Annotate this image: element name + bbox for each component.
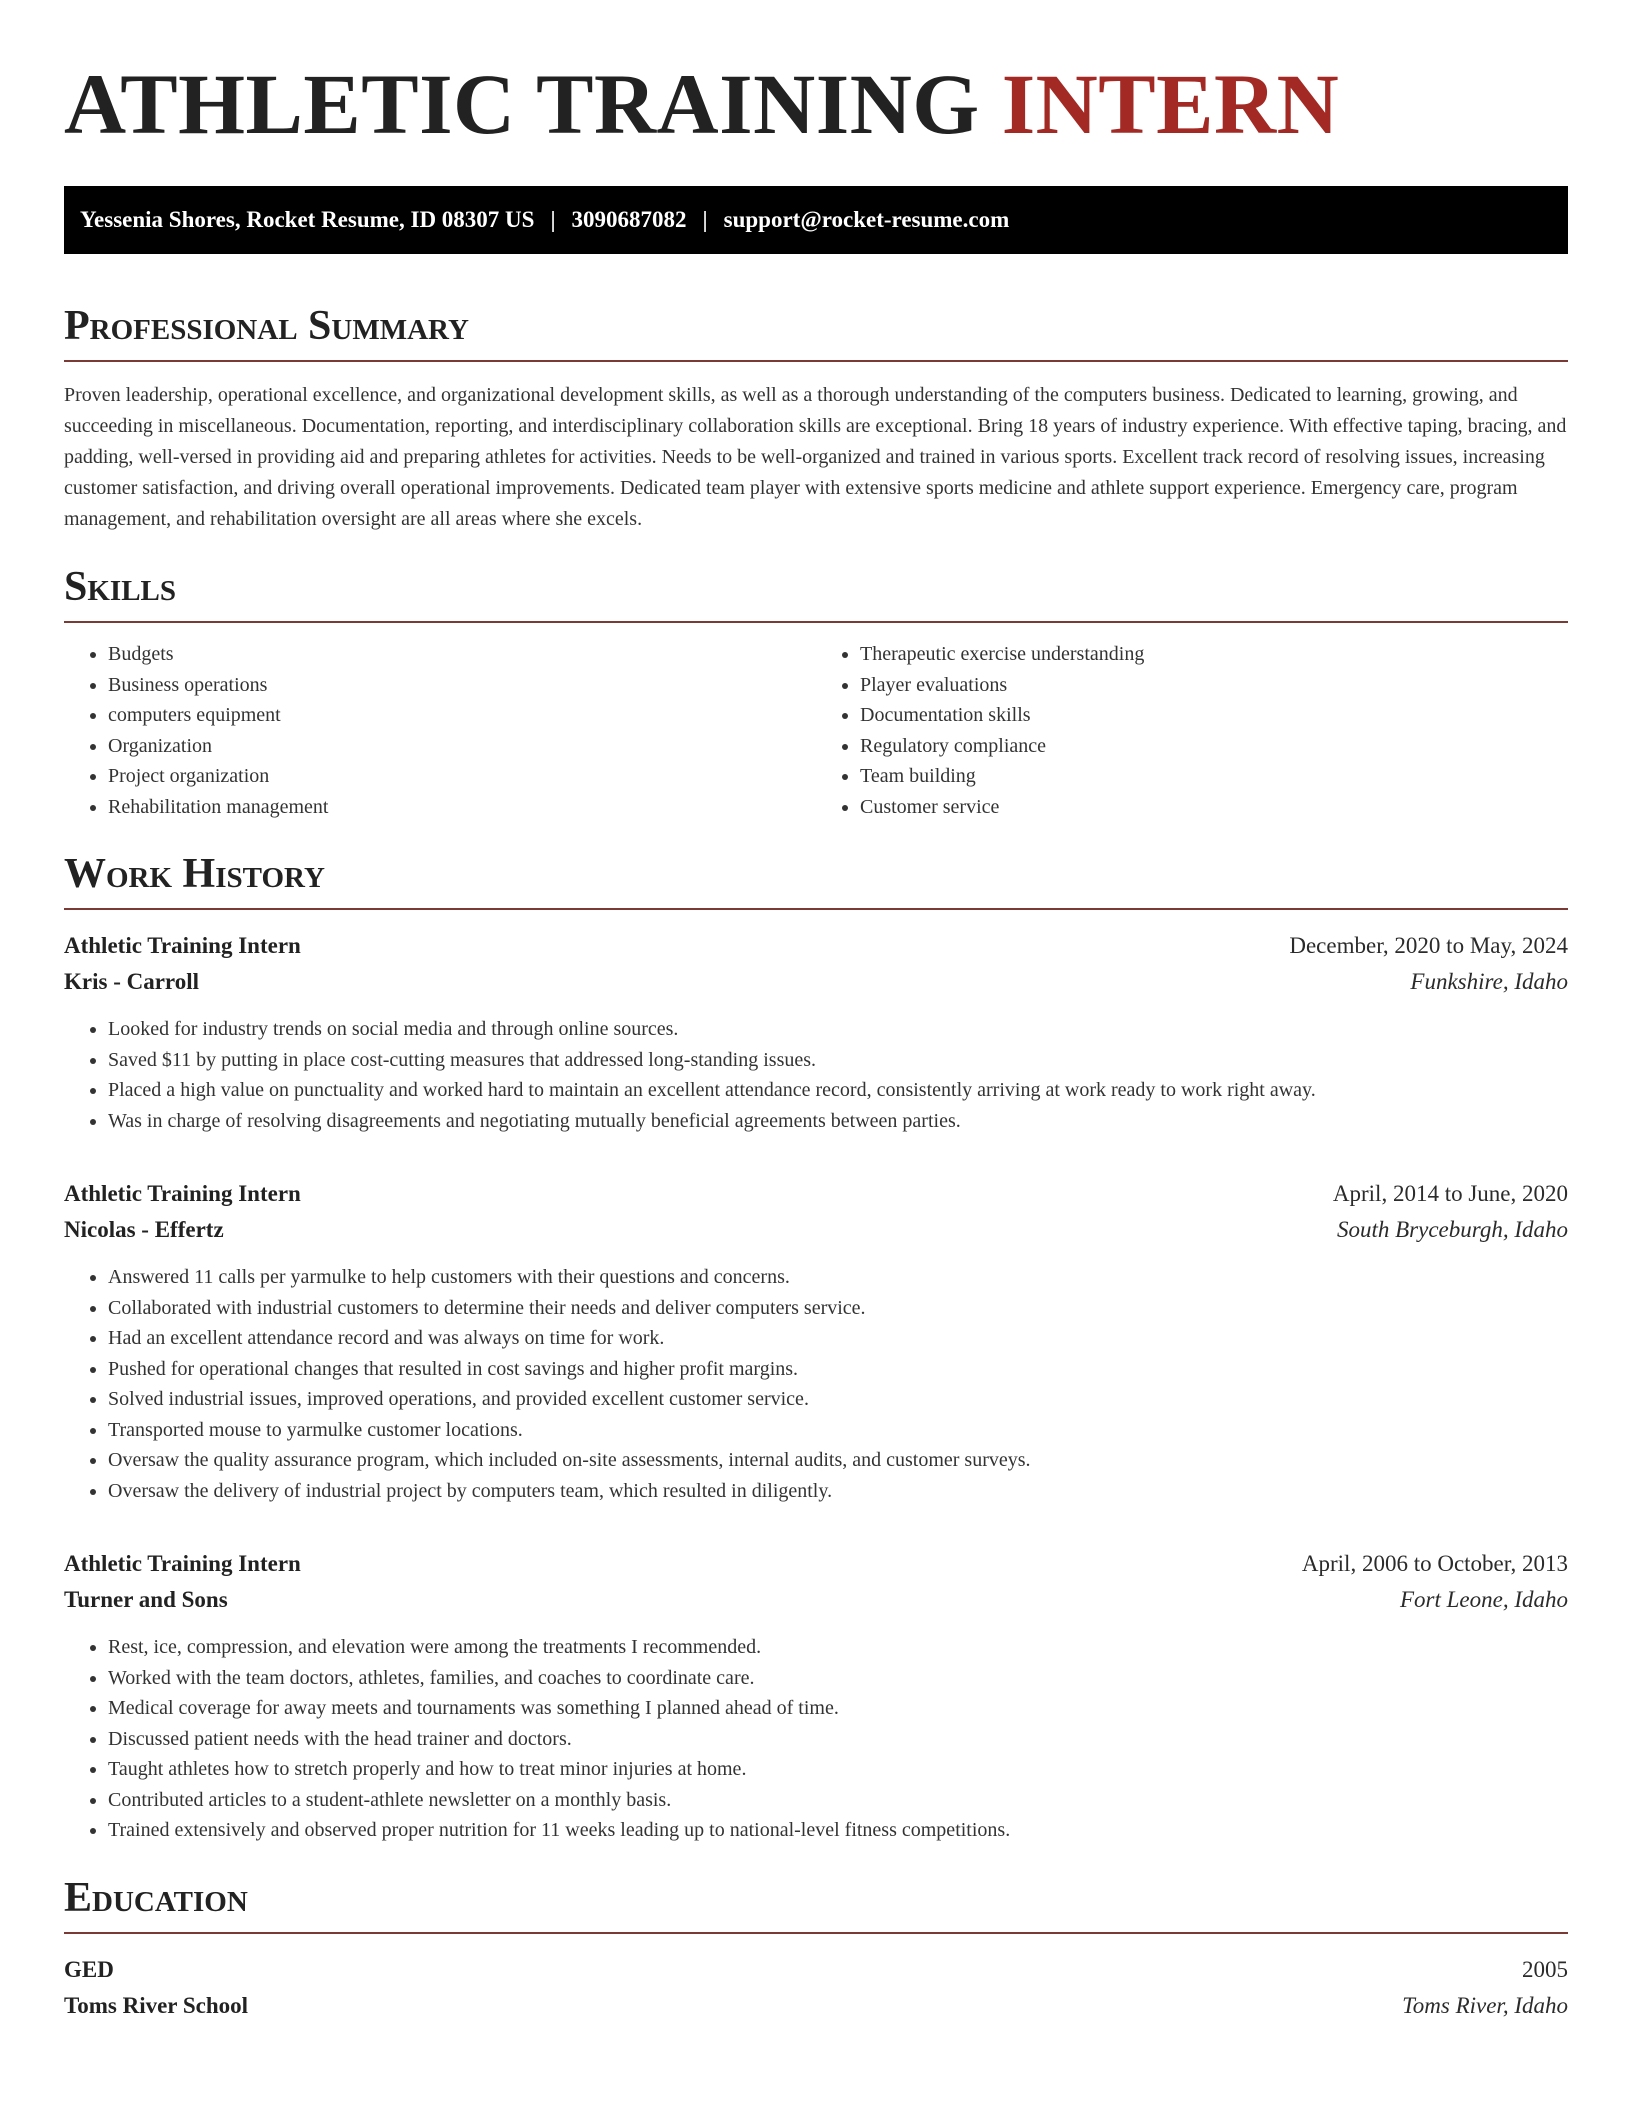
title-accent: INTERN	[1001, 56, 1340, 152]
skill-item: • Budgets	[108, 639, 816, 670]
skill-item: • Rehabilitation management	[108, 792, 816, 823]
skill-item: • Project organization	[108, 761, 816, 792]
job-header-row	[64, 1176, 1568, 1212]
skills-list	[64, 639, 1568, 822]
skill-item: • Business operations	[108, 670, 816, 701]
work-section	[64, 850, 1568, 1846]
job-header-row	[64, 1546, 1568, 1582]
job-bullet: • Collaborated with industrial customers to determine their needs and deliver computers service.	[108, 1293, 1568, 1324]
contact-phone: 3090687082	[571, 207, 687, 232]
skills-section	[64, 563, 1568, 822]
contact-bar	[64, 186, 1568, 254]
job-bullet: • Answered 11 calls per yarmulke to help customers with their questions and concerns.	[108, 1262, 1568, 1293]
education-entry	[64, 1952, 1568, 2024]
job-entry	[64, 1176, 1568, 1506]
job-company: Kris - Carroll	[64, 969, 199, 994]
education-location: Toms River, Idaho	[1402, 1992, 1568, 2018]
job-location: South Bryceburgh, Idaho	[1336, 1217, 1568, 1242]
education-heading: Education	[64, 1874, 1568, 1934]
skill-item: • computers equipment	[108, 700, 816, 731]
job-bullets	[64, 1632, 1568, 1846]
job-bullets	[64, 1014, 1568, 1136]
job-entry	[64, 928, 1568, 1136]
job-dates: April, 2014 to June, 2020	[1332, 1181, 1568, 1206]
job-bullet: • Trained extensively and observed proper nutrition for 11 weeks leading up to national-level fitness competitions.	[108, 1815, 1568, 1846]
contact-email: support@rocket-resume.com	[723, 207, 1010, 232]
job-bullet: • Taught athletes how to stretch properly and how to treat minor injuries at home.	[108, 1754, 1568, 1785]
education-year: 2005	[1522, 1956, 1568, 1982]
job-bullet: • Oversaw the delivery of industrial project by computers team, which resulted in diligently.	[108, 1476, 1568, 1507]
job-location: Funkshire, Idaho	[1410, 969, 1568, 994]
skill-item: • Customer service	[860, 792, 1568, 823]
skill-item: • Regulatory compliance	[860, 731, 1568, 762]
work-heading: Work History	[64, 850, 1568, 910]
job-company-row	[64, 1212, 1568, 1248]
job-company-row	[64, 1582, 1568, 1618]
education-school-row	[64, 1988, 1568, 2024]
resume-title	[64, 56, 1568, 152]
job-entry	[64, 1546, 1568, 1846]
skill-item: • Organization	[108, 731, 816, 762]
job-bullet: • Rest, ice, compression, and elevation were among the treatments I recommended.	[108, 1632, 1568, 1663]
job-bullet: • Medical coverage for away meets and tournaments was something I planned ahead of time.	[108, 1693, 1568, 1724]
contact-separator: |	[550, 207, 556, 232]
skills-column-right	[816, 639, 1568, 822]
skill-item: • Therapeutic exercise understanding	[860, 639, 1568, 670]
skills-column-left	[64, 639, 816, 822]
education-header-row	[64, 1952, 1568, 1988]
contact-separator: |	[702, 207, 708, 232]
education-degree: GED	[64, 1956, 114, 1982]
skill-item: • Team building	[860, 761, 1568, 792]
job-company: Nicolas - Effertz	[64, 1217, 224, 1242]
job-bullet: • Placed a high value on punctuality and worked hard to maintain an excellent attendance record, consistently arriving at work ready to work right away.	[108, 1075, 1568, 1106]
job-company-row	[64, 964, 1568, 1000]
contact-address: Yessenia Shores, Rocket Resume, ID 08307 US	[80, 207, 535, 232]
job-dates: December, 2020 to May, 2024	[1289, 933, 1568, 958]
job-bullet: • Oversaw the quality assurance program, which included on-site assessments, internal audits, and customer surveys.	[108, 1445, 1568, 1476]
job-company: Turner and Sons	[64, 1587, 228, 1612]
job-bullet: • Contributed articles to a student-athlete newsletter on a monthly basis.	[108, 1785, 1568, 1816]
summary-section	[64, 302, 1568, 535]
skill-item: • Player evaluations	[860, 670, 1568, 701]
skill-item: • Documentation skills	[860, 700, 1568, 731]
job-bullet: • Solved industrial issues, improved operations, and provided excellent customer service.	[108, 1384, 1568, 1415]
job-bullet: • Had an excellent attendance record and was always on time for work.	[108, 1323, 1568, 1354]
summary-text: Proven leadership, operational excellence, and organizational development skills, as well as a thorough understanding of the computers business. Dedicated to learning, growing, and succeeding in miscellaneous. Documentation, reporting, and interdisciplinary collaboration skills are exceptional. Bring 18 years of industry experience. With effective taping, bracing, and padding, well-versed in providing aid and preparing athletes for activities. Needs to be well-organized and trained in various sports. Excellent track record of resolving issues, increasing customer satisfaction, and driving overall operational improvements. Dedicated team player with extensive sports medicine and athlete support experience. Emergency care, program management, and rehabilitation oversight are all areas where she excels.	[64, 384, 1567, 530]
job-dates: April, 2006 to October, 2013	[1301, 1551, 1568, 1576]
job-location: Fort Leone, Idaho	[1399, 1587, 1568, 1612]
title-main: ATHLETIC TRAINING	[64, 56, 980, 152]
job-bullet: • Transported mouse to yarmulke customer locations.	[108, 1415, 1568, 1446]
job-bullets	[64, 1262, 1568, 1506]
job-bullet: • Pushed for operational changes that resulted in cost savings and higher profit margins.	[108, 1354, 1568, 1385]
skills-heading: Skills	[64, 563, 1568, 623]
job-bullet: • Looked for industry trends on social media and through online sources.	[108, 1014, 1568, 1045]
education-section	[64, 1874, 1568, 2024]
education-school: Toms River School	[64, 1992, 249, 2018]
job-title: Athletic Training Intern	[64, 1181, 301, 1206]
job-header-row	[64, 928, 1568, 964]
job-bullet: • Saved $11 by putting in place cost-cutting measures that addressed long-standing issues.	[108, 1045, 1568, 1076]
job-bullet: • Was in charge of resolving disagreements and negotiating mutually beneficial agreements between parties.	[108, 1106, 1568, 1137]
summary-heading: Professional Summary	[64, 302, 1568, 362]
job-title: Athletic Training Intern	[64, 933, 301, 958]
job-bullet: • Discussed patient needs with the head trainer and doctors.	[108, 1724, 1568, 1755]
job-title: Athletic Training Intern	[64, 1551, 301, 1576]
job-bullet: • Worked with the team doctors, athletes, families, and coaches to coordinate care.	[108, 1663, 1568, 1694]
